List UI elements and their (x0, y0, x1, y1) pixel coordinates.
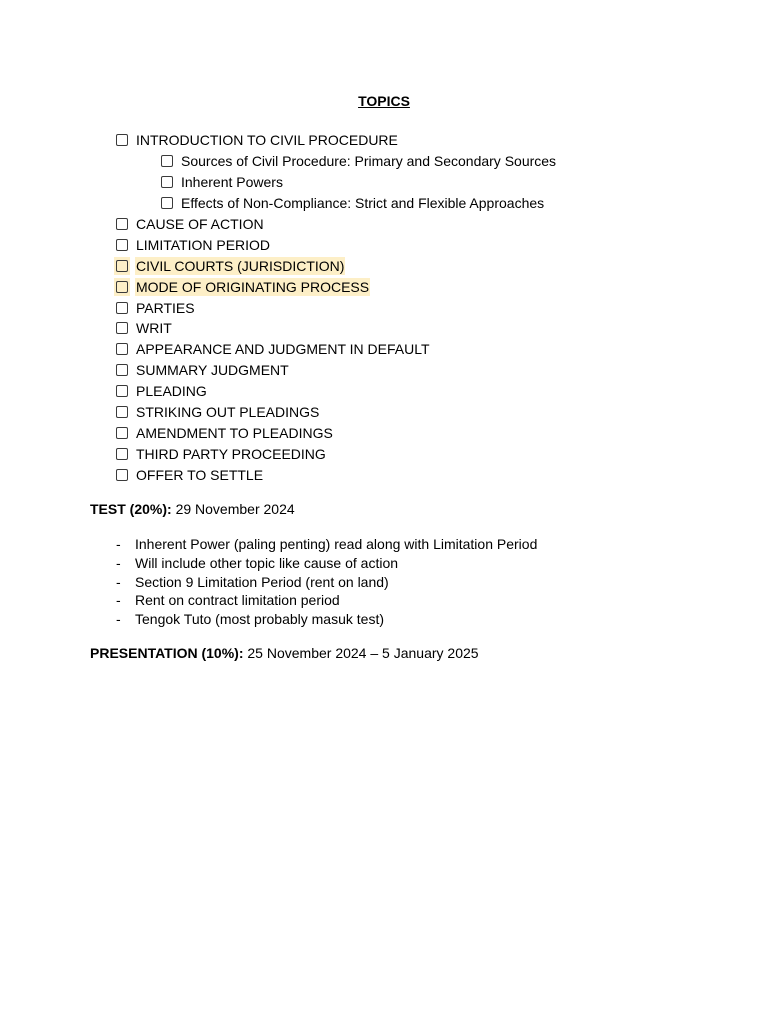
checkbox-wrapper (159, 173, 175, 191)
checkbox-wrapper (159, 194, 175, 212)
checkbox-wrapper (114, 445, 130, 463)
subtopic-item (114, 193, 557, 214)
topic-label: OFFER TO SETTLE (136, 466, 264, 483)
topic-label: INTRODUCTION TO CIVIL PROCEDURE (136, 132, 398, 149)
topic-label: CAUSE OF ACTION (136, 216, 264, 232)
topic-item (114, 360, 557, 381)
topic-item (114, 214, 557, 235)
page-title: TOPICS (358, 93, 410, 109)
topic-label: LIMITATION PERIOD (136, 236, 271, 253)
topic-item (114, 381, 557, 402)
checkbox[interactable] (116, 239, 128, 251)
checkbox-wrapper (114, 215, 130, 233)
note-text: Tengok Tuto (most probably masuk test) (135, 611, 384, 628)
checkbox-wrapper (114, 319, 130, 337)
checkbox-wrapper (114, 278, 130, 296)
topic-item (114, 318, 557, 339)
checkbox[interactable] (116, 134, 128, 146)
topic-item (114, 339, 557, 360)
checkbox-wrapper (114, 424, 130, 442)
checkbox-wrapper (114, 236, 130, 254)
topic-label: WRIT (136, 320, 172, 337)
checkbox-wrapper (114, 361, 130, 379)
checkbox[interactable] (161, 197, 173, 209)
checkbox[interactable] (116, 385, 128, 397)
topic-label: CIVIL COURTS (JURISDICTION) (136, 257, 345, 274)
topic-label: PLEADING (136, 383, 207, 400)
checkbox-wrapper (114, 382, 130, 400)
topic-label: APPEARANCE AND JUDGMENT IN DEFAULT (136, 341, 430, 358)
topic-label: AMENDMENT TO PLEADINGS (136, 424, 333, 441)
checkbox-wrapper (159, 152, 175, 170)
checkbox[interactable] (161, 155, 173, 167)
checkbox[interactable] (116, 469, 128, 481)
topic-item (114, 443, 557, 464)
subtopic-item (114, 151, 557, 172)
checkbox-wrapper (114, 299, 130, 317)
topic-item (114, 422, 557, 443)
topic-label: Effects of Non-Compliance: Strict and Flexible Approaches (181, 195, 545, 212)
topic-label: STRIKING OUT PLEADINGS (136, 404, 320, 421)
test-date: 29 November 2024 (175, 501, 295, 517)
bullet-dash: - (116, 536, 121, 552)
bullet-dash: - (116, 554, 121, 571)
checkbox[interactable] (116, 343, 128, 355)
checkbox[interactable] (116, 302, 128, 314)
note-item (114, 535, 537, 554)
topic-item (114, 402, 557, 423)
topic-item (114, 255, 557, 276)
note-item (114, 573, 537, 592)
topic-label: SUMMARY JUDGMENT (136, 362, 289, 379)
checkbox[interactable] (116, 448, 128, 460)
bullet-dash: - (116, 611, 121, 628)
topic-label: Sources of Civil Procedure: Primary and Secondary Sources (181, 153, 557, 170)
checkbox[interactable] (116, 364, 128, 376)
topic-item (114, 276, 557, 297)
topic-label: Inherent Powers (181, 174, 283, 191)
checkbox-wrapper (114, 466, 130, 484)
checkbox-wrapper (114, 131, 130, 149)
topic-label: THIRD PARTY PROCEEDING (136, 445, 326, 462)
checkbox[interactable] (116, 406, 128, 418)
checkbox-wrapper (114, 257, 130, 275)
presentation-label: PRESENTATION (10%): (90, 645, 244, 661)
note-item (114, 610, 537, 629)
note-item (114, 554, 537, 573)
checkbox[interactable] (161, 176, 173, 188)
checkbox[interactable] (116, 322, 128, 334)
checkbox-wrapper (114, 403, 130, 421)
test-section (90, 500, 295, 518)
note-text: Will include other topic like cause of action (135, 554, 399, 571)
checkbox[interactable] (116, 260, 128, 272)
checkbox[interactable] (116, 427, 128, 439)
checkbox[interactable] (116, 281, 128, 293)
checkbox-wrapper (114, 340, 130, 358)
presentation-date: 25 November 2024 – 5 January 2025 (247, 645, 479, 661)
checkbox[interactable] (116, 218, 128, 230)
test-notes-list (114, 535, 537, 629)
note-item (114, 591, 537, 610)
topic-label: MODE OF ORIGINATING PROCESS (136, 278, 370, 295)
note-text: Section 9 Limitation Period (rent on land) (135, 573, 389, 590)
topic-checklist (114, 130, 557, 485)
topic-item (114, 297, 557, 318)
bullet-dash: - (116, 573, 121, 590)
topic-label: PARTIES (136, 299, 195, 316)
bullet-dash: - (116, 592, 121, 609)
test-label: TEST (20%): (90, 501, 172, 517)
topic-item (114, 234, 557, 255)
note-text: Inherent Power (paling penting) read along with Limitation Period (135, 536, 538, 552)
presentation-section (90, 644, 479, 662)
topic-item (114, 130, 557, 151)
topic-item (114, 464, 557, 485)
subtopic-item (114, 172, 557, 193)
note-text: Rent on contract limitation period (135, 592, 340, 609)
